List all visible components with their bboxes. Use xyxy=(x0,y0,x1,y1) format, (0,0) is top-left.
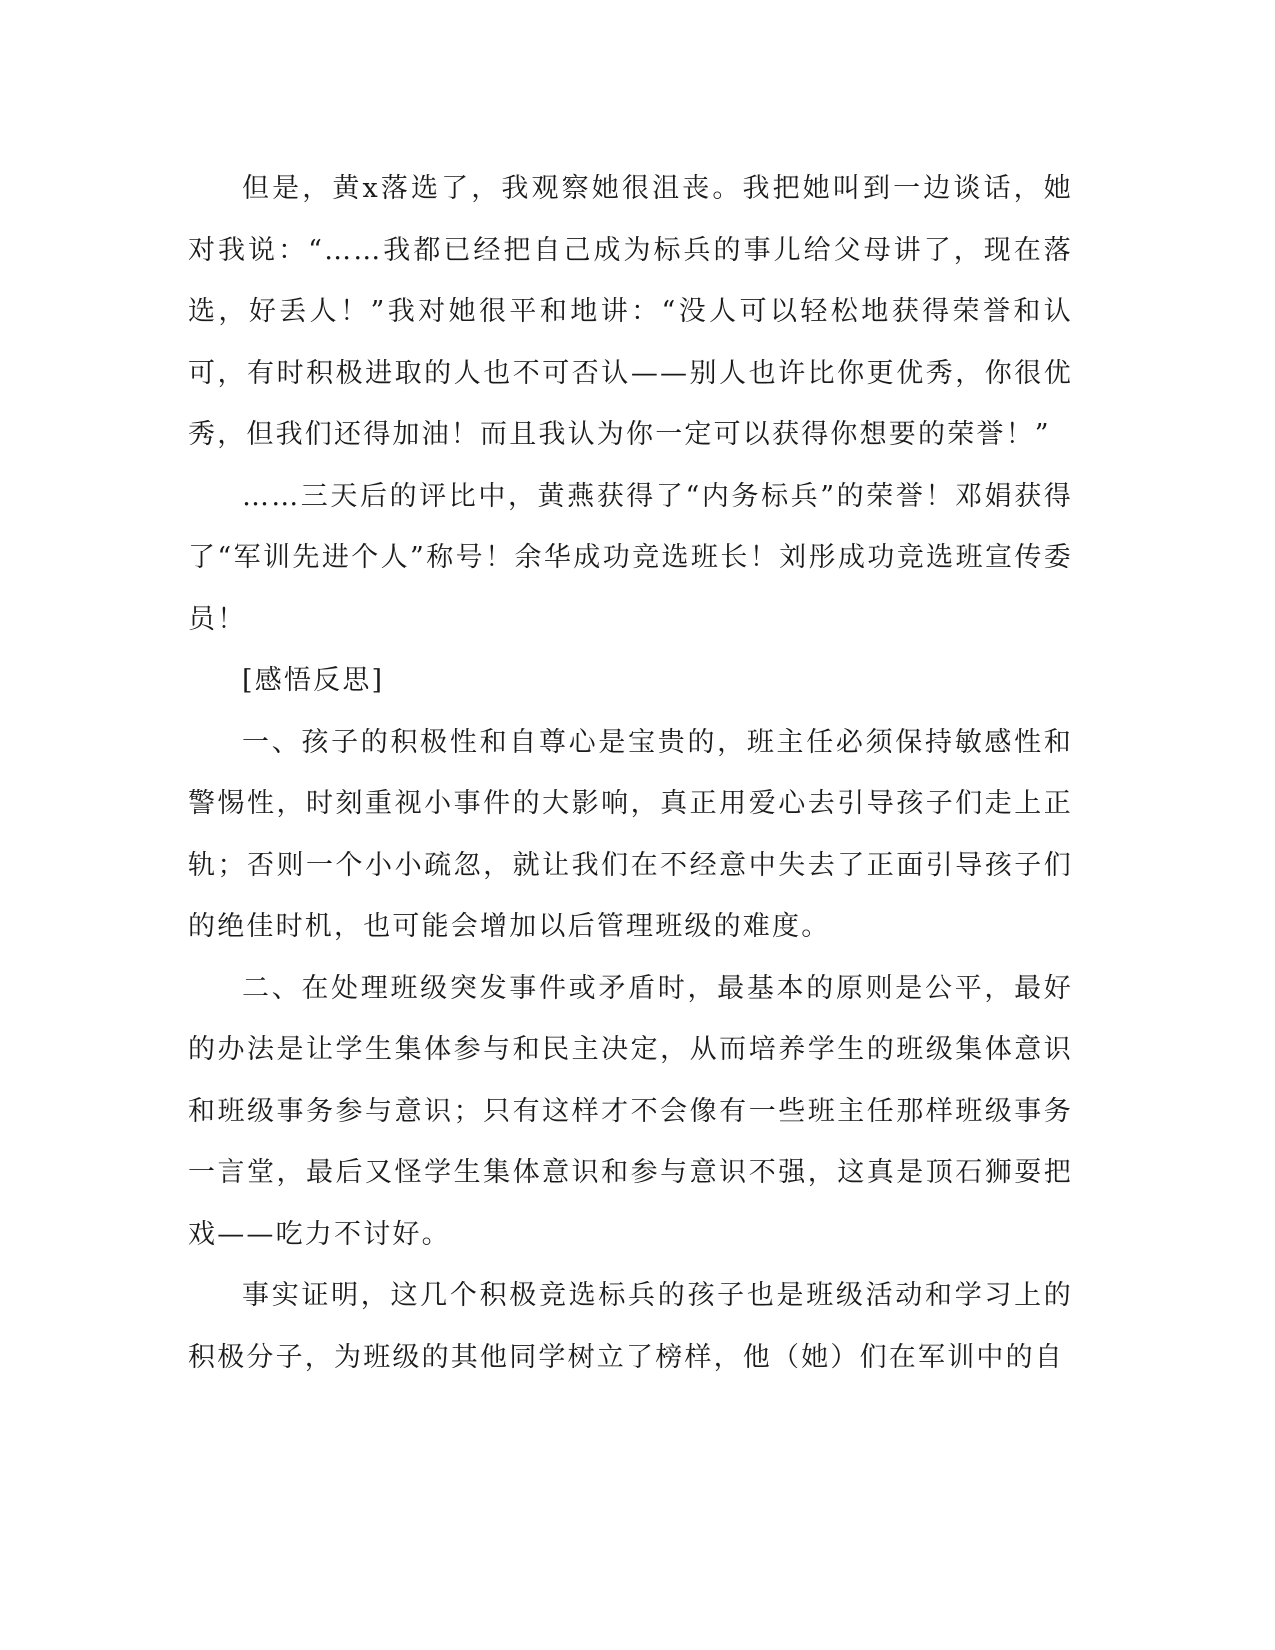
paragraph-point-one: 一、孩子的积极性和自尊心是宝贵的，班主任必须保持敏感性和警惕性，时刻重视小事件的大影响，真正用爱心去引导孩子们走上正轨；否则一个小小疏忽，就让我们在不经意中失去了正面引导孩子们的绝佳时机，也可能会增加以后管理班级的难度。 xyxy=(188,726,1073,942)
document-body xyxy=(188,158,1073,1388)
paragraph-point-two: 二、在处理班级突发事件或矛盾时，最基本的原则是公平，最好的办法是让学生集体参与和民主决定，从而培养学生的班级集体意识和班级事务参与意识；只有这样才不会像有一些班主任那样班级事务一言堂，最后又怪学生集体意识和参与意识不强，这真是顶石狮耍把戏——吃力不讨好。 xyxy=(188,972,1073,1250)
section-heading-reflection: [感悟反思] xyxy=(242,665,385,696)
paragraph-facts-prove: 事实证明，这几个积极竞选标兵的孩子也是班级活动和学习上的积极分子，为班级的其他同学树立了榜样，他（她）们在军训中的自 xyxy=(188,1280,1073,1373)
paragraph-three-days-later: ……三天后的评比中，黄燕获得了“内务标兵”的荣誉！邓娟获得了“军训先进个人”称号！余华成功竞选班长！刘彤成功竞选班宣传委员！ xyxy=(188,480,1073,635)
paragraph-huang-x-not-selected: 但是，黄x落选了，我观察她很沮丧。我把她叫到一边谈话，她对我说：“……我都已经把自己成为标兵的事儿给父母讲了，现在落选，好丢人！”我对她很平和地讲：“没人可以轻松地获得荣誉和认可，有时积极进取的人也不可否认——别人也许比你更优秀，你很优秀，但我们还得加油！而且我认为你一定可以获得你想要的荣誉！” xyxy=(188,173,1073,450)
